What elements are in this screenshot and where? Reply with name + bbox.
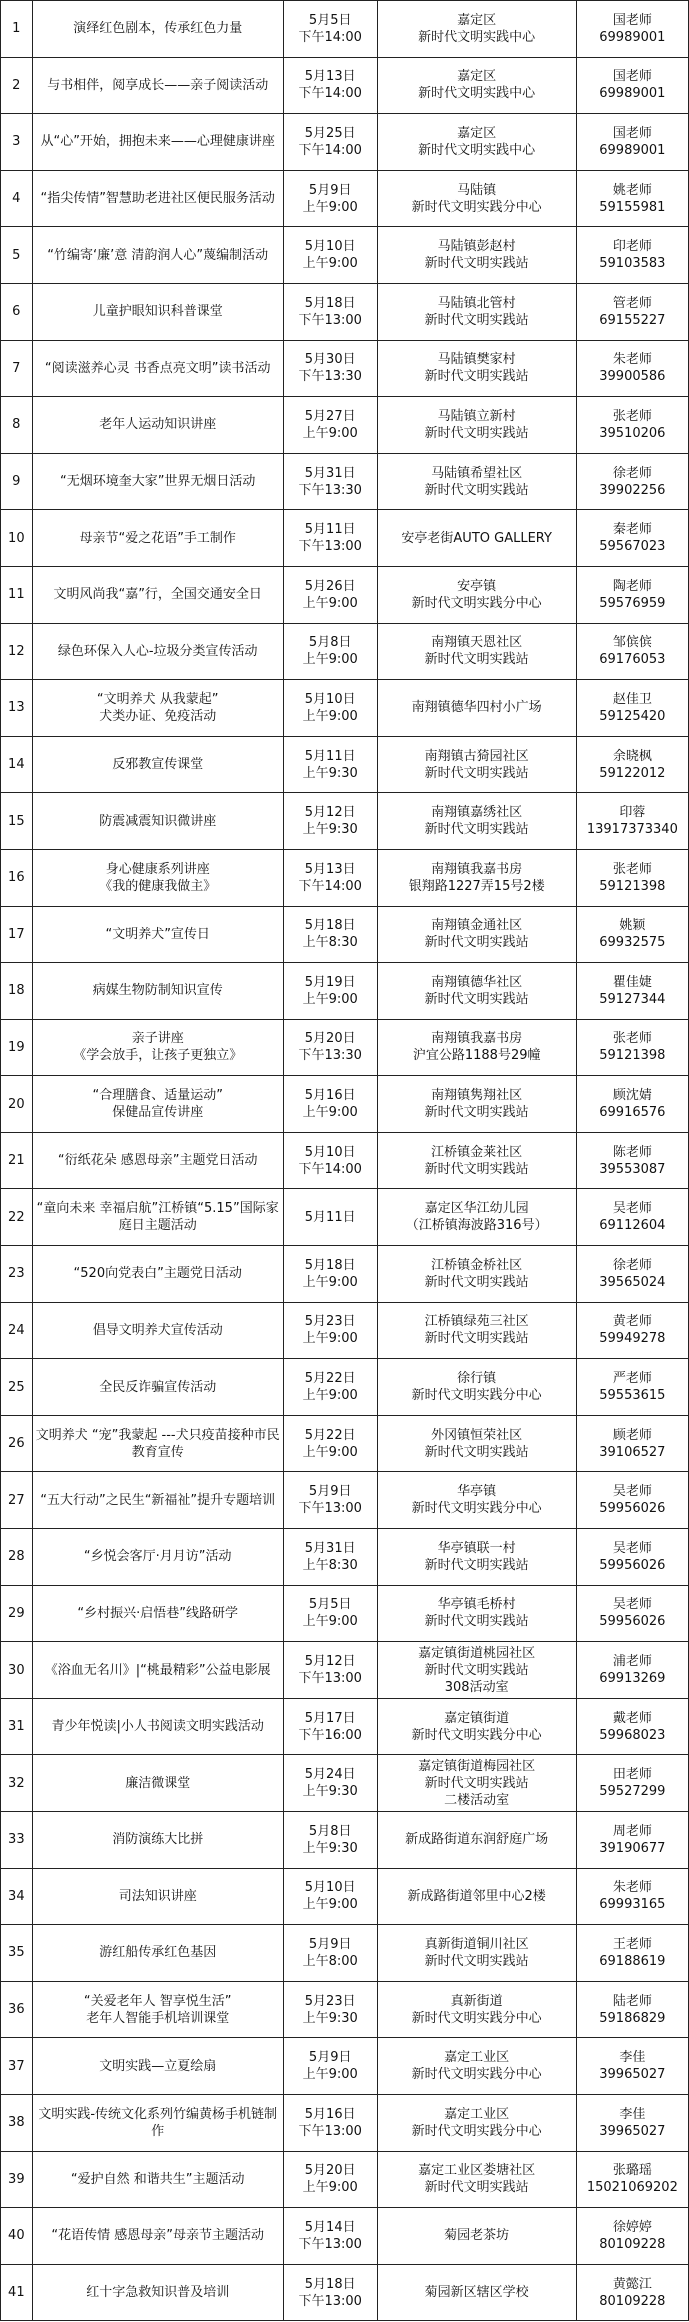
activity-place: 南翔镇嘉绣社区 新时代文明实践站 [377, 793, 576, 850]
activity-time: 5月19日 上午9:00 [283, 963, 377, 1020]
table-row [1, 1359, 689, 1416]
activity-name: 红十字急救知识普及培训 [32, 2264, 283, 2321]
activity-contact: 顾沈婧 69916576 [576, 1076, 688, 1133]
activity-place: 马陆镇北管村 新时代文明实践站 [377, 283, 576, 340]
activity-time: 5月8日 上午9:30 [283, 1812, 377, 1869]
activity-name: 消防演练大比拼 [32, 1812, 283, 1869]
activity-contact: 张璐瑶 15021069202 [576, 2151, 688, 2208]
activity-place: 真新街道 新时代文明实践分中心 [377, 1981, 576, 2038]
activity-place: 马陆镇希望社区 新时代文明实践站 [377, 453, 576, 510]
activity-place: 菊园老茶坊 [377, 2208, 576, 2265]
activity-place: 新成路街道东润舒庭广场 [377, 1812, 576, 1869]
activity-time: 5月27日 上午9:00 [283, 397, 377, 454]
activity-name: “乡村振兴·启悟巷”线路研学 [32, 1585, 283, 1642]
activity-contact: 徐婷婷 80109228 [576, 2208, 688, 2265]
activity-time: 5月10日 上午9:00 [283, 227, 377, 284]
activity-name: “爱护自然 和谐共生”主题活动 [32, 2151, 283, 2208]
activity-time: 5月14日 下午13:00 [283, 2208, 377, 2265]
activity-place: 嘉定工业区 新时代文明实践分中心 [377, 2094, 576, 2151]
activity-place: 南翔镇金通社区 新时代文明实践站 [377, 906, 576, 963]
activity-time: 5月23日 上午9:30 [283, 1981, 377, 2038]
activity-contact: 陶老师 59576959 [576, 566, 688, 623]
activity-time: 5月11日 下午13:00 [283, 510, 377, 567]
activity-name: 病媒生物防制知识宣传 [32, 963, 283, 1020]
activity-place: 华亭镇 新时代文明实践分中心 [377, 1472, 576, 1529]
row-number: 8 [1, 397, 33, 454]
activity-place: 嘉定镇街道梅园社区 新时代文明实践站 二楼活动室 [377, 1755, 576, 1812]
table-row [1, 1812, 689, 1869]
activity-name: 亲子讲座 《学会放手，让孩子更独立》 [32, 1019, 283, 1076]
activity-name: “花语传情 感恩母亲”母亲节主题活动 [32, 2208, 283, 2265]
table-row [1, 2264, 689, 2321]
table-row [1, 1642, 689, 1699]
activity-time: 5月24日 上午9:30 [283, 1755, 377, 1812]
activity-contact: 田老师 59527299 [576, 1755, 688, 1812]
table-row [1, 1415, 689, 1472]
table-row [1, 793, 689, 850]
table-row [1, 510, 689, 567]
row-number: 16 [1, 849, 33, 906]
activity-name: “无烟环境奎大家”世界无烟日活动 [32, 453, 283, 510]
row-number: 26 [1, 1415, 33, 1472]
table-row [1, 623, 689, 680]
activity-time: 5月31日 下午13:30 [283, 453, 377, 510]
activity-time: 5月18日 下午13:00 [283, 2264, 377, 2321]
activity-place: 嘉定镇街道桃园社区 新时代文明实践站 308活动室 [377, 1642, 576, 1699]
activity-contact: 黄老师 59949278 [576, 1302, 688, 1359]
activity-name: “文明养犬 从我蒙起” 犬类办证、免疫活动 [32, 680, 283, 737]
activity-name: “衍纸花朵 感恩母亲”主题党日活动 [32, 1132, 283, 1189]
activity-place: 安亭老街AUTO GALLERY [377, 510, 576, 567]
activity-name: 廉洁微课堂 [32, 1755, 283, 1812]
row-number: 19 [1, 1019, 33, 1076]
activity-contact: 李佳 39965027 [576, 2094, 688, 2151]
activity-contact: 顾老师 39106527 [576, 1415, 688, 1472]
activity-place: 马陆镇立新村 新时代文明实践站 [377, 397, 576, 454]
table-row [1, 1925, 689, 1982]
row-number: 38 [1, 2094, 33, 2151]
activity-name: 文明风尚我“嘉”行，全国交通安全日 [32, 566, 283, 623]
activity-name: 反邪教宣传课堂 [32, 736, 283, 793]
activity-contact: 吴老师 59956026 [576, 1585, 688, 1642]
activity-time: 5月23日 上午9:00 [283, 1302, 377, 1359]
activity-contact: 张老师 59121398 [576, 1019, 688, 1076]
row-number: 11 [1, 566, 33, 623]
activity-time: 5月16日 下午13:00 [283, 2094, 377, 2151]
row-number: 1 [1, 1, 33, 58]
activity-time: 5月18日 上午9:00 [283, 1246, 377, 1303]
row-number: 27 [1, 1472, 33, 1529]
activity-contact: 吴老师 59956026 [576, 1472, 688, 1529]
table-row [1, 283, 689, 340]
row-number: 4 [1, 170, 33, 227]
row-number: 21 [1, 1132, 33, 1189]
table-row [1, 1132, 689, 1189]
row-number: 33 [1, 1812, 33, 1869]
activity-place: 嘉定区华江幼儿园 （江桥镇海波路316号） [377, 1189, 576, 1246]
activity-name: “阅读滋养心灵 书香点亮文明”读书活动 [32, 340, 283, 397]
activity-time: 5月5日 上午9:00 [283, 1585, 377, 1642]
activity-time: 5月20日 下午13:30 [283, 1019, 377, 1076]
activity-place: 南翔镇我嘉书房 银翔路1227弄15号2楼 [377, 849, 576, 906]
table-row [1, 566, 689, 623]
activity-contact: 秦老师 59567023 [576, 510, 688, 567]
row-number: 15 [1, 793, 33, 850]
activity-name: 文明养犬 “宠”我蒙起 ---犬只疫苗接种市民教育宣传 [32, 1415, 283, 1472]
row-number: 14 [1, 736, 33, 793]
activity-contact: 吴老师 69112604 [576, 1189, 688, 1246]
table-row [1, 680, 689, 737]
activity-name: 文明实践-传统文化系列竹编黄杨手机链制作 [32, 2094, 283, 2151]
table-row [1, 1189, 689, 1246]
activity-time: 5月25日 下午14:00 [283, 114, 377, 171]
activity-time: 5月9日 上午9:00 [283, 2038, 377, 2095]
activity-name: “关爱老年人 智享悦生活” 老年人智能手机培训课堂 [32, 1981, 283, 2038]
activity-name: 身心健康系列讲座 《我的健康我做主》 [32, 849, 283, 906]
table-row [1, 397, 689, 454]
row-number: 40 [1, 2208, 33, 2265]
schedule-rows [1, 1, 689, 2321]
activity-time: 5月22日 上午9:00 [283, 1359, 377, 1416]
table-row [1, 2038, 689, 2095]
activity-contact: 陈老师 39553087 [576, 1132, 688, 1189]
row-number: 35 [1, 1925, 33, 1982]
activity-name: 从“心”开始，拥抱未来——心理健康讲座 [32, 114, 283, 171]
activity-name: “竹编寄‘廉’意 清韵润人心”蔑编制活动 [32, 227, 283, 284]
table-row [1, 1019, 689, 1076]
row-number: 39 [1, 2151, 33, 2208]
activity-contact: 戴老师 59968023 [576, 1698, 688, 1755]
activity-name: “520向党表白”主题党日活动 [32, 1246, 283, 1303]
row-number: 20 [1, 1076, 33, 1133]
activity-contact: 瞿佳婕 59127344 [576, 963, 688, 1020]
activity-name: “乡悦会客厅·月月访”活动 [32, 1529, 283, 1586]
activity-contact: 浦老师 69913269 [576, 1642, 688, 1699]
row-number: 29 [1, 1585, 33, 1642]
activity-place: 嘉定区 新时代文明实践中心 [377, 57, 576, 114]
activity-time: 5月11日 [283, 1189, 377, 1246]
row-number: 17 [1, 906, 33, 963]
activity-place: 马陆镇彭赵村 新时代文明实践站 [377, 227, 576, 284]
row-number: 10 [1, 510, 33, 567]
table-row [1, 2151, 689, 2208]
row-number: 34 [1, 1868, 33, 1925]
table-row [1, 1246, 689, 1303]
row-number: 2 [1, 57, 33, 114]
table-row [1, 736, 689, 793]
row-number: 3 [1, 114, 33, 171]
activity-contact: 印老师 59103583 [576, 227, 688, 284]
activity-place: 南翔镇隽翔社区 新时代文明实践站 [377, 1076, 576, 1133]
activity-time: 5月12日 下午13:00 [283, 1642, 377, 1699]
activity-contact: 黄懿江 80109228 [576, 2264, 688, 2321]
activity-time: 5月31日 上午8:30 [283, 1529, 377, 1586]
activity-place: 江桥镇金莱社区 新时代文明实践站 [377, 1132, 576, 1189]
row-number: 6 [1, 283, 33, 340]
activity-place: 华亭镇毛桥村 新时代文明实践站 [377, 1585, 576, 1642]
table-row [1, 227, 689, 284]
activity-place: 菊园新区辖区学校 [377, 2264, 576, 2321]
activity-contact: 张老师 59121398 [576, 849, 688, 906]
activity-name: 儿童护眼知识科普课堂 [32, 283, 283, 340]
table-row [1, 57, 689, 114]
activity-contact: 张老师 39510206 [576, 397, 688, 454]
activity-place: 嘉定工业区娄塘社区 新时代文明实践站 [377, 2151, 576, 2208]
activity-time: 5月16日 上午9:00 [283, 1076, 377, 1133]
activity-time: 5月11日 上午9:30 [283, 736, 377, 793]
row-number: 9 [1, 453, 33, 510]
activity-place: 马陆镇 新时代文明实践分中心 [377, 170, 576, 227]
activity-contact: 印蓉 13917373340 [576, 793, 688, 850]
table-row [1, 453, 689, 510]
activity-time: 5月5日 下午14:00 [283, 1, 377, 58]
activity-place: 江桥镇绿苑三社区 新时代文明实践站 [377, 1302, 576, 1359]
activity-time: 5月22日 上午9:00 [283, 1415, 377, 1472]
activity-time: 5月18日 上午8:30 [283, 906, 377, 963]
row-number: 23 [1, 1246, 33, 1303]
activity-time: 5月30日 下午13:30 [283, 340, 377, 397]
activity-contact: 吴老师 59956026 [576, 1529, 688, 1586]
activity-time: 5月10日 下午14:00 [283, 1132, 377, 1189]
row-number: 13 [1, 680, 33, 737]
activity-name: 全民反诈骗宣传活动 [32, 1359, 283, 1416]
row-number: 18 [1, 963, 33, 1020]
table-row [1, 340, 689, 397]
activity-place: 外冈镇恒荣社区 新时代文明实践站 [377, 1415, 576, 1472]
row-number: 37 [1, 2038, 33, 2095]
table-row [1, 906, 689, 963]
row-number: 25 [1, 1359, 33, 1416]
activity-time: 5月20日 上午9:00 [283, 2151, 377, 2208]
activity-time: 5月9日 下午13:00 [283, 1472, 377, 1529]
activity-contact: 徐老师 39902256 [576, 453, 688, 510]
activity-place: 南翔镇天恩社区 新时代文明实践站 [377, 623, 576, 680]
activity-place: 华亭镇联一村 新时代文明实践站 [377, 1529, 576, 1586]
row-number: 28 [1, 1529, 33, 1586]
table-row [1, 2208, 689, 2265]
table-row [1, 1302, 689, 1359]
row-number: 5 [1, 227, 33, 284]
activity-contact: 赵佳卫 59125420 [576, 680, 688, 737]
activity-contact: 国老师 69989001 [576, 57, 688, 114]
activity-name: 青少年悦读|小人书阅读文明实践活动 [32, 1698, 283, 1755]
row-number: 12 [1, 623, 33, 680]
activity-contact: 陆老师 59186829 [576, 1981, 688, 2038]
activity-time: 5月13日 下午14:00 [283, 57, 377, 114]
activity-name: 母亲节“爱之花语”手工制作 [32, 510, 283, 567]
activity-name: “文明养犬”宣传日 [32, 906, 283, 963]
activity-time: 5月10日 上午9:00 [283, 1868, 377, 1925]
activity-place: 嘉定工业区 新时代文明实践分中心 [377, 2038, 576, 2095]
table-row [1, 114, 689, 171]
row-number: 31 [1, 1698, 33, 1755]
activity-contact: 朱老师 69993165 [576, 1868, 688, 1925]
row-number: 7 [1, 340, 33, 397]
activity-time: 5月18日 下午13:00 [283, 283, 377, 340]
table-row [1, 1585, 689, 1642]
table-row [1, 1076, 689, 1133]
row-number: 30 [1, 1642, 33, 1699]
activity-place: 南翔镇德华社区 新时代文明实践站 [377, 963, 576, 1020]
activity-place: 南翔镇古猗园社区 新时代文明实践站 [377, 736, 576, 793]
table-row [1, 1472, 689, 1529]
activity-name: 绿色环保入人心-垃圾分类宣传活动 [32, 623, 283, 680]
activity-contact: 邹傧傧 69176053 [576, 623, 688, 680]
activity-contact: 李佳 39965027 [576, 2038, 688, 2095]
activity-name: 文明实践—立夏绘扇 [32, 2038, 283, 2095]
activity-place: 嘉定镇街道 新时代文明实践分中心 [377, 1698, 576, 1755]
activity-place: 南翔镇我嘉书房 沪宜公路1188号29幢 [377, 1019, 576, 1076]
activity-place: 嘉定区 新时代文明实践中心 [377, 1, 576, 58]
table-row [1, 849, 689, 906]
activity-name: 演绎红色剧本，传承红色力量 [32, 1, 283, 58]
row-number: 24 [1, 1302, 33, 1359]
activity-place: 马陆镇樊家村 新时代文明实践站 [377, 340, 576, 397]
activity-contact: 姚颖 69932575 [576, 906, 688, 963]
table-row [1, 1698, 689, 1755]
activity-name: 与书相伴，阅享成长——亲子阅读活动 [32, 57, 283, 114]
activity-contact: 管老师 69155227 [576, 283, 688, 340]
activity-time: 5月17日 下午16:00 [283, 1698, 377, 1755]
activity-contact: 朱老师 39900586 [576, 340, 688, 397]
activity-time: 5月26日 上午9:00 [283, 566, 377, 623]
activity-time: 5月13日 下午14:00 [283, 849, 377, 906]
activity-name: 游红船传承红色基因 [32, 1925, 283, 1982]
activity-place: 安亭镇 新时代文明实践分中心 [377, 566, 576, 623]
table-row [1, 1755, 689, 1812]
activity-place: 新成路街道邻里中心2楼 [377, 1868, 576, 1925]
row-number: 22 [1, 1189, 33, 1246]
activity-time: 5月9日 上午9:00 [283, 170, 377, 227]
activity-name: 防震减震知识微讲座 [32, 793, 283, 850]
activity-contact: 余晓枫 59122012 [576, 736, 688, 793]
table-row [1, 963, 689, 1020]
activity-place: 江桥镇金桥社区 新时代文明实践站 [377, 1246, 576, 1303]
row-number: 36 [1, 1981, 33, 2038]
activity-name: “合理膳食、适量运动” 保健品宣传讲座 [32, 1076, 283, 1133]
activity-name: 司法知识讲座 [32, 1868, 283, 1925]
activity-name: 《浴血无名川》|“桃最精彩”公益电影展 [32, 1642, 283, 1699]
table-row [1, 2094, 689, 2151]
activity-contact: 王老师 69188619 [576, 1925, 688, 1982]
activity-contact: 周老师 39190677 [576, 1812, 688, 1869]
table-row [1, 1529, 689, 1586]
activity-time: 5月8日 上午9:00 [283, 623, 377, 680]
row-number: 41 [1, 2264, 33, 2321]
activity-time: 5月9日 上午8:00 [283, 1925, 377, 1982]
activity-name: “五大行动”之民生“新福祉”提升专题培训 [32, 1472, 283, 1529]
activity-contact: 国老师 69989001 [576, 1, 688, 58]
activity-name: “指尖传情”智慧助老进社区便民服务活动 [32, 170, 283, 227]
activity-name: “童向未来 幸福启航”江桥镇“5.15”国际家庭日主题活动 [32, 1189, 283, 1246]
activity-contact: 徐老师 39565024 [576, 1246, 688, 1303]
table-row [1, 170, 689, 227]
activity-contact: 国老师 69989001 [576, 114, 688, 171]
activity-name: 老年人运动知识讲座 [32, 397, 283, 454]
table-row [1, 1868, 689, 1925]
activity-time: 5月12日 上午9:30 [283, 793, 377, 850]
activity-place: 徐行镇 新时代文明实践分中心 [377, 1359, 576, 1416]
table-row [1, 1981, 689, 2038]
activity-time: 5月10日 上午9:00 [283, 680, 377, 737]
row-number: 32 [1, 1755, 33, 1812]
table-row [1, 1, 689, 58]
activity-contact: 姚老师 59155981 [576, 170, 688, 227]
activity-place: 真新街道铜川社区 新时代文明实践站 [377, 1925, 576, 1982]
activity-contact: 严老师 59553615 [576, 1359, 688, 1416]
activity-name: 倡导文明养犬宣传活动 [32, 1302, 283, 1359]
activity-place: 嘉定区 新时代文明实践中心 [377, 114, 576, 171]
activity-place: 南翔镇德华四村小广场 [377, 680, 576, 737]
